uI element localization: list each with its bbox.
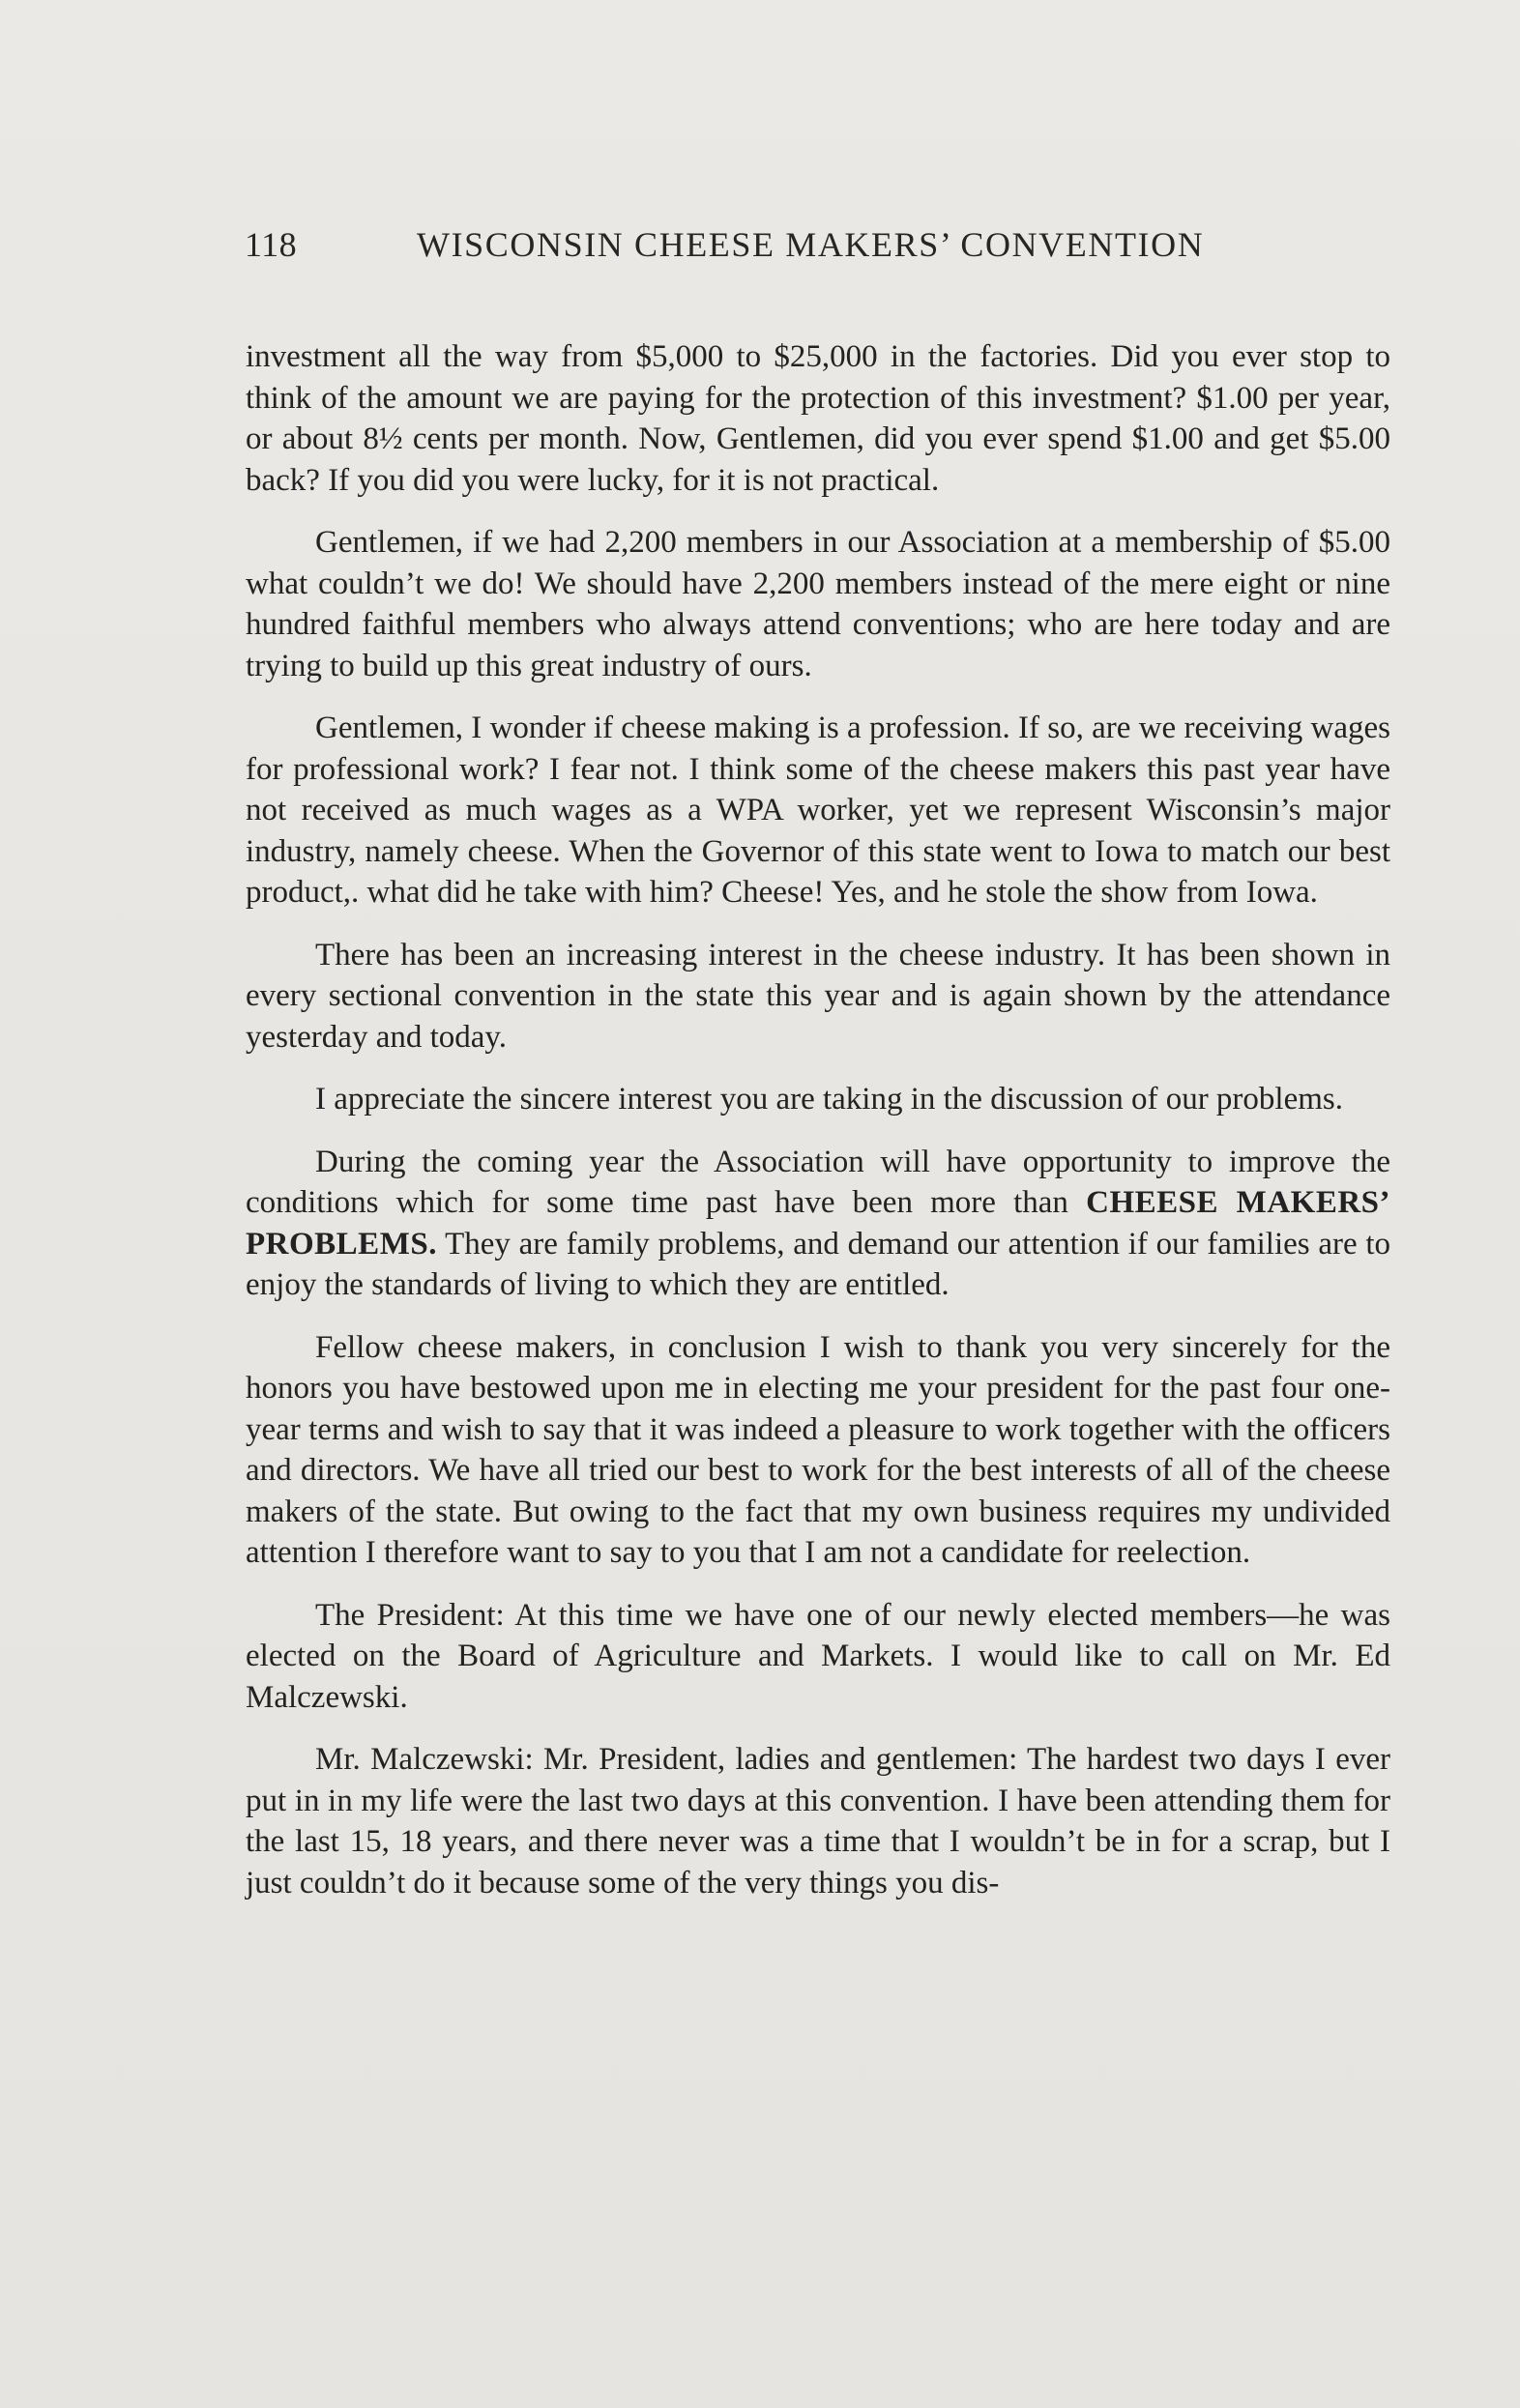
body-text: [246, 336, 1390, 1925]
paragraph-text: During the coming year the Association will have opportunity to improve the conditions which for some time past have been more than: [246, 1144, 1390, 1220]
page-header: [245, 224, 1275, 271]
paragraph: I appreciate the sincere interest you are taking in the discussion of our problems.: [315, 1082, 1343, 1117]
page-number: 118: [245, 225, 298, 264]
paragraph: There has been an increasing interest in the cheese industry. It has been shown in every sectional convention in the state this year and is again shown by the attendance yesterday and today.: [246, 937, 1390, 1055]
paragraph: Gentlemen, I wonder if cheese making is a profession. If so, are we receiving wages for professional work? I fear not. I think some of the cheese makers this past year have not received as much wages as a WPA worker, yet we represent Wisconsin’s major industry, namely cheese. When the Governor of this state went to Iowa to match our best product,. what did he take with him? Cheese! Yes, and he stole the show from Iowa.: [246, 711, 1390, 910]
paragraph: Fellow cheese makers, in conclusion I wish to thank you very sincerely for the honors you have bestowed upon me in electing me your president for the past four one-year terms and wish to say that it was indeed a pleasure to work together with the officers and directors. We have all tried our best to work for the best interests of all of the cheese makers of the state. But owing to the fact that my own business requires my undivided attention I therefore want to say to you that I am not a candidate for reelection.: [246, 1329, 1390, 1570]
paragraph-text: They are family problems, and demand our attention if our families are to enjoy the standards of living to which they are entitled.: [246, 1226, 1390, 1302]
paragraph: The President: At this time we have one of our newly elected members—he was elected on the Board of Agriculture and Markets. I would like to call on Mr. Ed Malczewski.: [246, 1597, 1390, 1715]
paragraph: Gentlemen, if we had 2,200 members in our Association at a membership of $5.00 what couldn’t we do! We should have 2,200 members instead of the mere eight or nine hundred faithful members who always attend conventions; who are here today and are trying to build up this great industry of ours.: [246, 525, 1390, 683]
paragraph: Mr. Malczewski: Mr. President, ladies and gentlemen: The hardest two days I ever put in in my life were the last two days at this convention. I have been attending them for the last 15, 18 years, and there never was a time that I wouldn’t be in for a scrap, but I just couldn’t do it because some of the very things you dis-: [246, 1742, 1390, 1900]
paragraph: [246, 1142, 1390, 1306]
paragraph: investment all the way from $5,000 to $25,000 in the factories. Did you ever stop to think of the amount we are paying for the protection of this investment? $1.00 per year, or about 8½ cents per month. Now, Gentlemen, did you ever spend $1.00 and get $5.00 back? If you did you were lucky, for it is not practical.: [246, 339, 1390, 498]
emphasis-text: CHEESE MAKERS’ PROBLEMS.: [246, 1185, 1391, 1262]
running-title: WISCONSIN CHEESE MAKERS’ CONVENTION: [417, 225, 1205, 264]
